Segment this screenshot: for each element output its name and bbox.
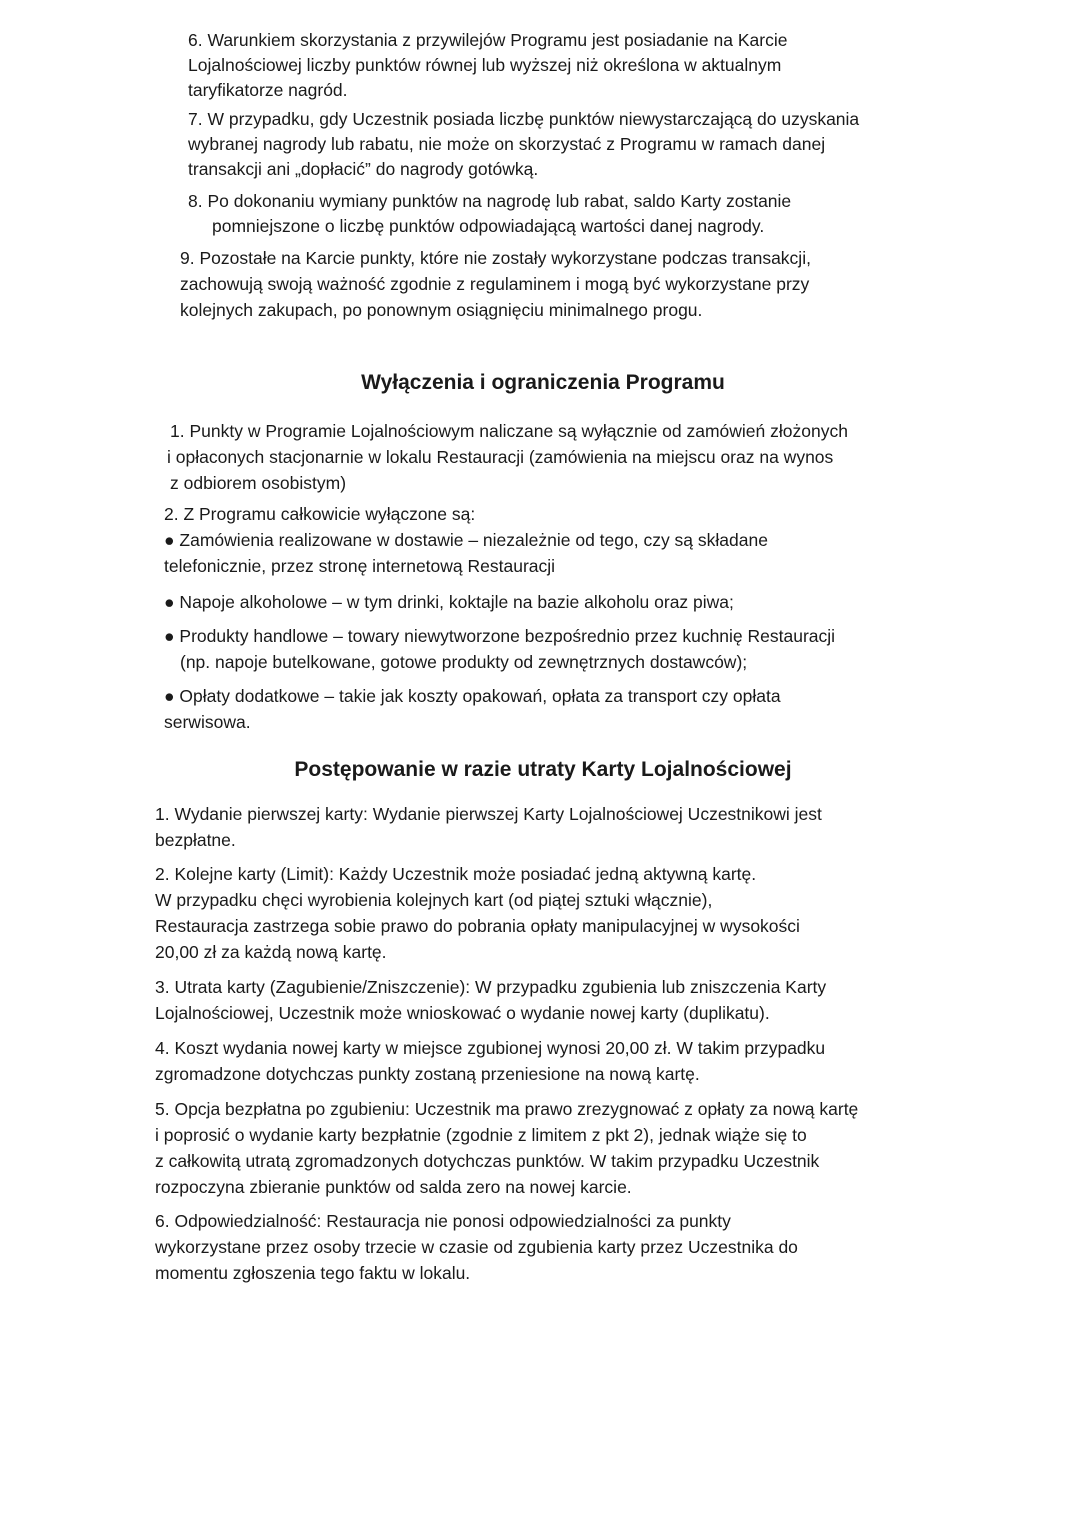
bullet-text-line: ● Napoje alkoholowe – w tym drinki, koktajle na bazie alkoholu oraz piwa;: [164, 592, 734, 612]
bullet-text-line: ● Opłaty dodatkowe – takie jak koszty opakowań, opłata za transport czy opłata: [164, 686, 781, 706]
text-line: z całkowitą utratą zgromadzonych dotychczas punktów. W takim przypadku Uczestnik: [155, 1151, 820, 1171]
text-line: 3. Utrata karty (Zagubienie/Zniszczenie): W przypadku zgubienia lub zniszczenia Karty: [155, 977, 827, 997]
text-line: 6. Odpowiedzialność: Restauracja nie ponosi odpowiedzialności za punkty: [155, 1211, 731, 1231]
text-line: 8. Po dokonaniu wymiany punktów na nagrodę lub rabat, saldo Karty zostanie: [188, 191, 792, 211]
text-line: (np. napoje butelkowane, gotowe produkty od zewnętrznych dostawców);: [180, 652, 748, 672]
text-line: rozpoczyna zbieranie punktów od salda zero na nowej karcie.: [155, 1177, 632, 1197]
text-line: taryfikatorze nagród.: [188, 80, 348, 100]
text-line: kolejnych zakupach, po ponownym osiągnięciu minimalnego progu.: [180, 300, 703, 320]
text-line: pomniejszone o liczbę punktów odpowiadającą wartości danej nagrody.: [212, 216, 765, 236]
text-line: z odbiorem osobistym): [170, 473, 347, 493]
text-line: i poprosić o wydanie karty bezpłatnie (zgodnie z limitem z pkt 2), jednak wiąże się to: [155, 1125, 807, 1145]
text-line: 6. Warunkiem skorzystania z przywilejów Programu jest posiadanie na Karcie: [188, 30, 788, 50]
section-heading-exclusions: Wyłączenia i ograniczenia Programu: [361, 371, 725, 394]
text-line: momentu zgłoszenia tego faktu w lokalu.: [155, 1263, 471, 1283]
text-line: 2. Kolejne karty (Limit): Każdy Uczestnik może posiadać jedną aktywną kartę.: [155, 864, 757, 884]
text-line: 2. Z Programu całkowicie wyłączone są:: [164, 504, 476, 524]
text-line: Lojalnościowej, Uczestnik może wnioskować o wydanie nowej karty (duplikatu).: [155, 1003, 770, 1023]
text-line: 1. Wydanie pierwszej karty: Wydanie pierwszej Karty Lojalnościowej Uczestnikowi jest: [155, 804, 822, 824]
text-line: 5. Opcja bezpłatna po zgubieniu: Uczestnik ma prawo zrezygnować z opłaty za nową kartę: [155, 1099, 859, 1119]
text-line: transakcji ani „dopłacić” do nagrody gotówką.: [188, 159, 539, 179]
text-line: W przypadku chęci wyrobienia kolejnych kart (od piątej sztuki włącznie),: [155, 890, 713, 910]
bullet-text-line: ● Zamówienia realizowane w dostawie – niezależnie od tego, czy są składane: [164, 530, 768, 550]
text-line: 4. Koszt wydania nowej karty w miejsce zgubionej wynosi 20,00 zł. W takim przypadku: [155, 1038, 826, 1058]
text-line: i opłaconych stacjonarnie w lokalu Restauracji (zamówienia na miejscu oraz na wynos: [167, 447, 834, 467]
text-line: 9. Pozostałe na Karcie punkty, które nie zostały wykorzystane podczas transakcji,: [180, 248, 811, 268]
text-line: zgromadzone dotychczas punkty zostaną przeniesione na nową kartę.: [155, 1064, 700, 1084]
bullet-text-line: ● Produkty handlowe – towary niewytworzone bezpośrednio przez kuchnię Restauracji: [164, 626, 836, 646]
text-line: zachowują swoją ważność zgodnie z regulaminem i mogą być wykorzystane przy: [180, 274, 810, 294]
text-line: wybranej nagrody lub rabatu, nie może on skorzystać z Programu w ramach danej: [188, 134, 826, 154]
text-line: bezpłatne.: [155, 830, 236, 850]
text-line: Lojalnościowej liczby punktów równej lub wyższej niż określona w aktualnym: [188, 55, 782, 75]
text-line: telefonicznie, przez stronę internetową Restauracji: [164, 556, 556, 576]
text-line: 1. Punkty w Programie Lojalnościowym naliczane są wyłącznie od zamówień złożonych: [170, 421, 848, 441]
text-line: Restauracja zastrzega sobie prawo do pobrania opłaty manipulacyjnej w wysokości: [155, 916, 800, 936]
text-line: serwisowa.: [164, 712, 251, 732]
text-line: wykorzystane przez osoby trzecie w czasie od zgubienia karty przez Uczestnika do: [155, 1237, 798, 1257]
text-line: 7. W przypadku, gdy Uczestnik posiada liczbę punktów niewystarczającą do uzyskania: [188, 109, 860, 129]
text-line: 20,00 zł za każdą nową kartę.: [155, 942, 387, 962]
section-heading-card-loss: Postępowanie w razie utraty Karty Lojalnościowej: [294, 758, 792, 781]
